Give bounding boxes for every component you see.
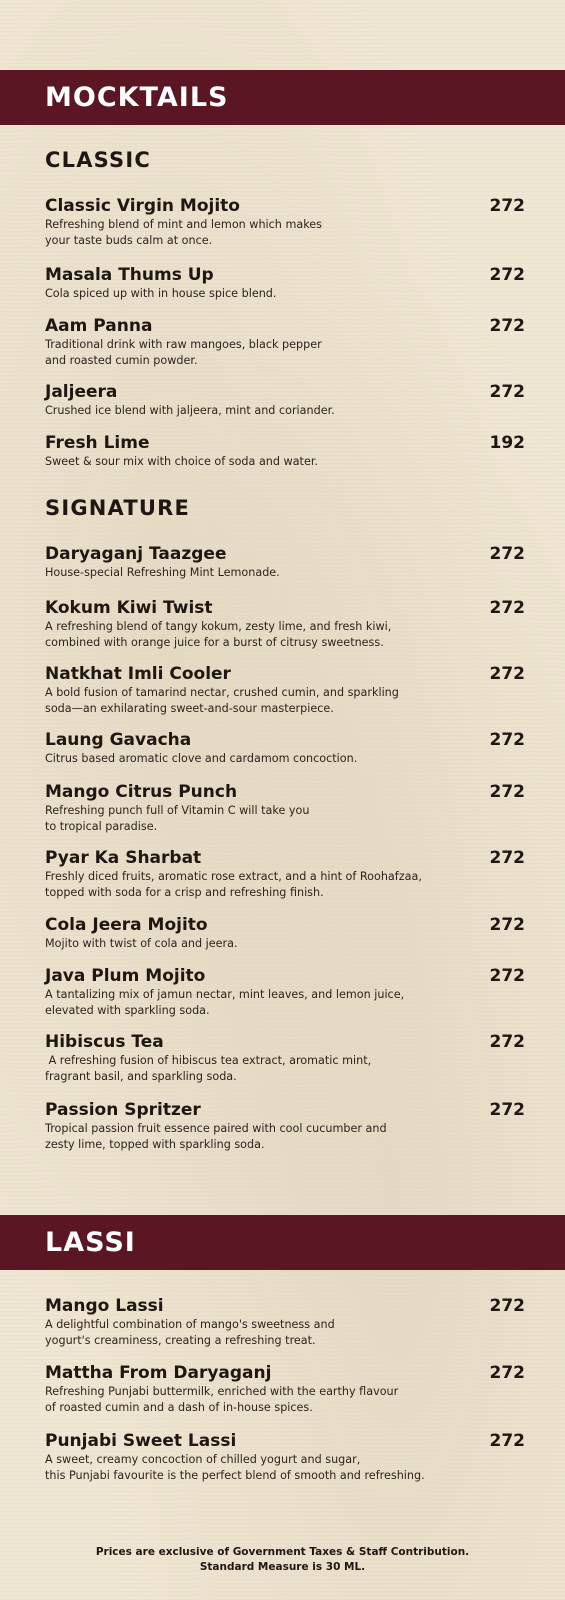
item-name: Kokum Kiwi Twist: [45, 598, 213, 618]
item-price: 272: [489, 1100, 525, 1120]
item-description: A refreshing fusion of hibiscus tea extract, aromatic mint, fragrant basil, and sparkling soda.: [45, 1054, 372, 1083]
item-description: Freshly diced fruits, aromatic rose extract, and a hint of Roohafzaa, topped with soda for a crisp and refreshing finish.: [45, 870, 422, 899]
item-price: 272: [489, 196, 525, 216]
item-price: 272: [489, 730, 525, 750]
item-name: Punjabi Sweet Lassi: [45, 1431, 237, 1451]
menu-item-fresh-lime: [45, 432, 525, 470]
item-name: Passion Spritzer: [45, 1100, 201, 1120]
menu-item-masala-thums-up: [45, 264, 525, 302]
item-description: Traditional drink with raw mangoes, black pepper and roasted cumin powder.: [45, 338, 322, 367]
item-description: Tropical passion fruit essence paired with cool cucumber and zesty lime, topped with sparkling soda.: [45, 1122, 387, 1151]
mocktails-banner: [0, 70, 565, 125]
item-description: Refreshing Punjabi buttermilk, enriched with the earthy flavour of roasted cumin and a dash of in-house spices.: [45, 1385, 399, 1414]
item-name: Pyar Ka Sharbat: [45, 848, 202, 868]
menu-item-pyar-ka-sharbat: [45, 847, 525, 900]
item-price: 272: [489, 544, 525, 564]
item-name: Daryaganj Taazgee: [45, 544, 227, 564]
lassi-banner: [0, 1215, 565, 1270]
item-name: Fresh Lime: [45, 433, 150, 453]
item-price: 272: [489, 1363, 525, 1383]
item-description: Refreshing punch full of Vitamin C will take you to tropical paradise.: [45, 804, 310, 833]
menu-item-laung-gavacha: [45, 729, 525, 767]
menu-item-classic-virgin-mojito: [45, 195, 525, 248]
item-name: Masala Thums Up: [45, 265, 214, 285]
menu-item-mattha-from-daryaganj: [45, 1362, 525, 1415]
item-description: A tantalizing mix of jamun nectar, mint leaves, and lemon juice, elevated with sparkling soda.: [45, 988, 405, 1017]
item-name: Cola Jeera Mojito: [45, 915, 208, 935]
item-price: 192: [489, 433, 525, 453]
menu-item-hibiscus-tea: [45, 1031, 525, 1084]
item-price: 272: [489, 1431, 525, 1451]
item-price: 272: [489, 316, 525, 336]
item-name: Natkhat Imli Cooler: [45, 664, 231, 684]
item-description: Refreshing blend of mint and lemon which makes your taste buds calm at once.: [45, 218, 322, 247]
menu-item-jaljeera: [45, 381, 525, 419]
item-name: Classic Virgin Mojito: [45, 196, 240, 216]
item-description: A bold fusion of tamarind nectar, crushed cumin, and sparkling soda—an exhilarating sweet-and-sour masterpiece.: [45, 686, 399, 715]
menu-item-cola-jeera-mojito: [45, 914, 525, 952]
item-description: House-special Refreshing Mint Lemonade.: [45, 566, 280, 579]
item-description: A delightful combination of mango's sweetness and yogurt's creaminess, creating a refreshing treat.: [45, 1318, 335, 1347]
menu-item-natkhat-imli-cooler: [45, 663, 525, 716]
item-description: Cola spiced up with in house spice blend.: [45, 287, 277, 300]
item-description: Mojito with twist of cola and jeera.: [45, 937, 238, 950]
menu-item-punjabi-sweet-lassi: [45, 1430, 525, 1483]
menu-item-mango-lassi: [45, 1295, 525, 1348]
footer-line-2: Standard Measure is 30 ML.: [199, 1561, 366, 1573]
item-name: Mattha From Daryaganj: [45, 1363, 272, 1383]
item-name: Jaljeera: [45, 382, 118, 402]
item-price: 272: [489, 382, 525, 402]
item-name: Laung Gavacha: [45, 730, 192, 750]
item-description: Citrus based aromatic clove and cardamom concoction.: [45, 752, 358, 765]
item-name: Java Plum Mojito: [45, 966, 206, 986]
item-description: Sweet & sour mix with choice of soda and water.: [45, 455, 318, 468]
mocktails-title: MOCKTAILS: [45, 82, 229, 113]
menu-item-aam-panna: [45, 315, 525, 368]
item-price: 272: [489, 664, 525, 684]
classic-heading: CLASSIC: [45, 148, 151, 172]
item-price: 272: [489, 915, 525, 935]
menu-item-kokum-kiwi-twist: [45, 597, 525, 650]
lassi-title: LASSI: [45, 1227, 136, 1258]
item-price: 272: [489, 265, 525, 285]
menu-item-java-plum-mojito: [45, 965, 525, 1018]
menu-item-daryaganj-taazgee: [45, 543, 525, 581]
menu-item-mango-citrus-punch: [45, 781, 525, 834]
item-description: A refreshing blend of tangy kokum, zesty lime, and fresh kiwi, combined with orange juice for a burst of citrusy sweetness.: [45, 620, 392, 649]
item-name: Hibiscus Tea: [45, 1032, 164, 1052]
item-price: 272: [489, 782, 525, 802]
item-price: 272: [489, 1032, 525, 1052]
item-price: 272: [489, 966, 525, 986]
item-price: 272: [489, 848, 525, 868]
signature-heading: SIGNATURE: [45, 496, 191, 520]
item-name: Mango Lassi: [45, 1296, 164, 1316]
item-name: Aam Panna: [45, 316, 153, 336]
footer-line-1: Prices are exclusive of Government Taxes & Staff Contribution.: [95, 1546, 470, 1558]
footer-note: [0, 1545, 565, 1575]
item-name: Mango Citrus Punch: [45, 782, 238, 802]
item-description: Crushed ice blend with jaljeera, mint and coriander.: [45, 404, 335, 417]
menu-item-passion-spritzer: [45, 1099, 525, 1152]
item-price: 272: [489, 1296, 525, 1316]
item-description: A sweet, creamy concoction of chilled yogurt and sugar, this Punjabi favourite is the perfect blend of smooth and refreshing.: [45, 1453, 425, 1482]
item-price: 272: [489, 598, 525, 618]
